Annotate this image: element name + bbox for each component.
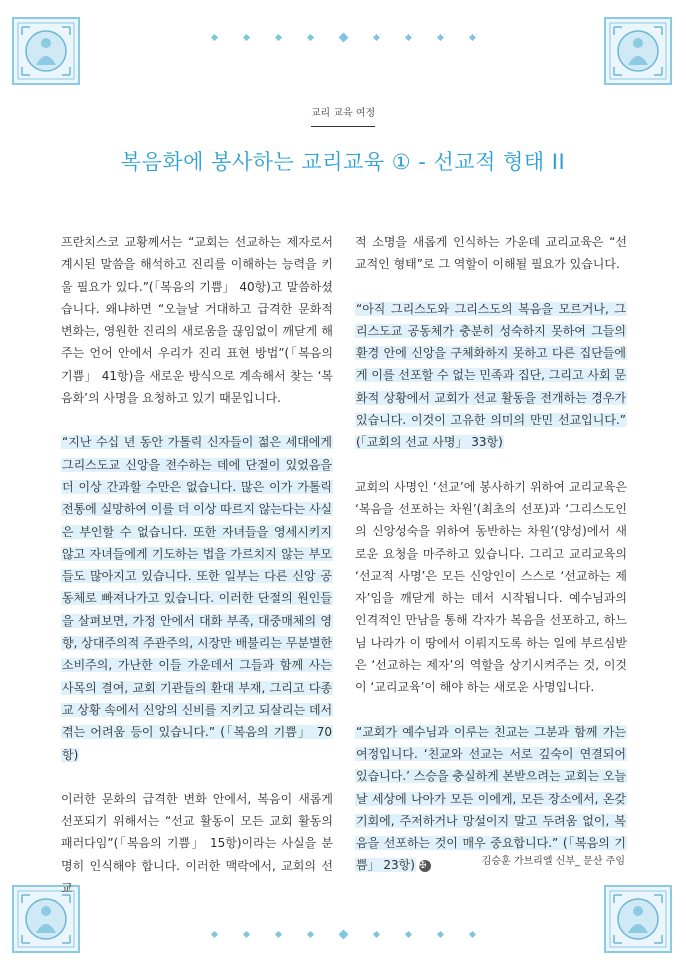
cross-end-icon: ✠ — [419, 860, 431, 872]
top-dot-divider — [0, 35, 686, 41]
section-rule — [311, 126, 375, 127]
right-column — [355, 231, 627, 877]
article-title: 복음화에 봉사하는 교리교육 ① - 선교적 형태 II — [120, 150, 566, 174]
author-byline: 김승훈 가브리엘 신부_ 문산 주임 — [481, 856, 625, 867]
quote-text: “지난 수십 년 동안 가톨릭 신자들이 젊은 세대에게 그리스도교 신앙을 전수하는 데에 단절이 있었음을 더 이상 간과할 수만은 없습니다. 많은 이가 가톨릭 전통에 실망하여 이를 더 이상 따르지 않는다는 사실은 부인할 수 없습니다. 또한 자녀들을 영세시키지 않고 자녀들에게 기도하는 법을 가르치지 않는 부모들도 많아지고 있습니다. 또한 일부는 다른 신앙 공동체로 빠져나가고 있습니다. 이러한 단절의 원인들을 살펴보면, 가정 안에서 대화 부족, 대중매체의 영향, 상대주의적 주관주의, 시장만 배불리는 무분별한 소비주의, 가난한 이들 가운데서 그들과 함께 사는 사목의 결여, 교회 기관들의 환대 부재, 그리고 다종교 상황 속에서 신앙의 신비를 지키고 되살리는 데서 겪는 어려움 등이 있습니다.” (「복음의 기쁨」 70항) — [62, 435, 333, 762]
corner-ornament-bottom-right — [604, 885, 672, 953]
paragraph: 적 소명을 새롭게 인식하는 가운데 교리교육은 “선교적인 형태”로 그 역할이 이해될 필요가 있습니다. — [355, 235, 627, 272]
corner-ornament-top-left — [12, 17, 80, 85]
quote-text: “교회가 예수님과 이루는 친교는 그분과 함께 가는 여정입니다. ‘친교와 선교는 서로 깊숙이 연결되어 있습니다.’ 스승을 충실하게 본받으려는 교회는 오늘날 세상에 나아가 모든 이에게, 모든 장소에서, 온갖 기회에, 주저하거나 망설이지 말고 두려움 없이, 복음을 선포하는 것이 매우 중요합니다.” (「복음의 기쁨」 23항) — [356, 724, 627, 873]
left-column — [61, 231, 333, 899]
quote-text: “아직 그리스도와 그리스도의 복음을 모르거나, 그리스도교 공동체가 충분히 성숙하지 못하여 그들의 환경 안에 신앙을 구체화하지 못하고 다른 집단들에게 이를 선포할 수 없는 민족과 집단, 그리고 사회 문화적 상황에서 교회가 선교 활동을 전개하는 경우가 있습니다. 이것이 고유한 의미의 만민 선교입니다.” (「교회의 선교 사명」 33항) — [356, 301, 626, 450]
quote-block — [61, 431, 333, 765]
paragraph: 교회의 사명인 ‘선교’에 봉사하기 위하여 교리교육은 ‘복음을 선포하는 차원’(최초의 선포)과 ‘그리스도인의 신앙성숙을 위하여 동반하는 차원’(양성)에서 새로운 요청을 마주하고 있습니다. 그리고 교리교육의 ‘선교적 사명’은 모든 신앙인이 스스로 ‘선교하는 제자’임을 깨닫게 하는 데서 시작됩니다. 예수님과의 인격적인 만남을 통해 각자가 복음을 선포하고, 하느님 나라가 이 땅에서 이뤄지도록 하는 일에 부르심받은 ‘선교하는 제자’의 역할을 상기시켜주는 것, 이것이 ‘교리교육’이 해야 하는 새로운 사명입니다. — [355, 479, 627, 695]
paragraph: 이러한 문화의 급격한 변화 안에서, 복음이 새롭게 선포되기 위해서는 “선교 활동이 모든 교회 활동의 패러다임”(「복음의 기쁨」 15항)이라는 사실을 분명히 인식해야 합니다. 이러한 맥락에서, 교회의 선교 — [61, 791, 333, 896]
bottom-dot-divider — [0, 932, 686, 938]
paragraph: 프란치스코 교황께서는 “교회는 선교하는 제자로서 계시된 말씀을 해석하고 진리를 이해하는 능력을 키울 필요가 있다.”(「복음의 기쁨」 40항)고 말씀하셨습니다. 왜냐하면 “오늘날 거대하고 급격한 문화적 변화는, 영원한 진리의 새로움을 끊임없이 깨닫게 해 주는 언어 안에서 우리가 진리 표현 방법”(「복음의 기쁨」 41항)을 새로운 방식으로 계속해서 찾는 ‘복음화’의 사명을 요청하고 있기 때문입니다. — [61, 235, 333, 406]
corner-ornament-top-right — [604, 17, 672, 85]
section-label: 교리 교육 여정 — [310, 108, 376, 119]
quote-block — [355, 298, 627, 454]
